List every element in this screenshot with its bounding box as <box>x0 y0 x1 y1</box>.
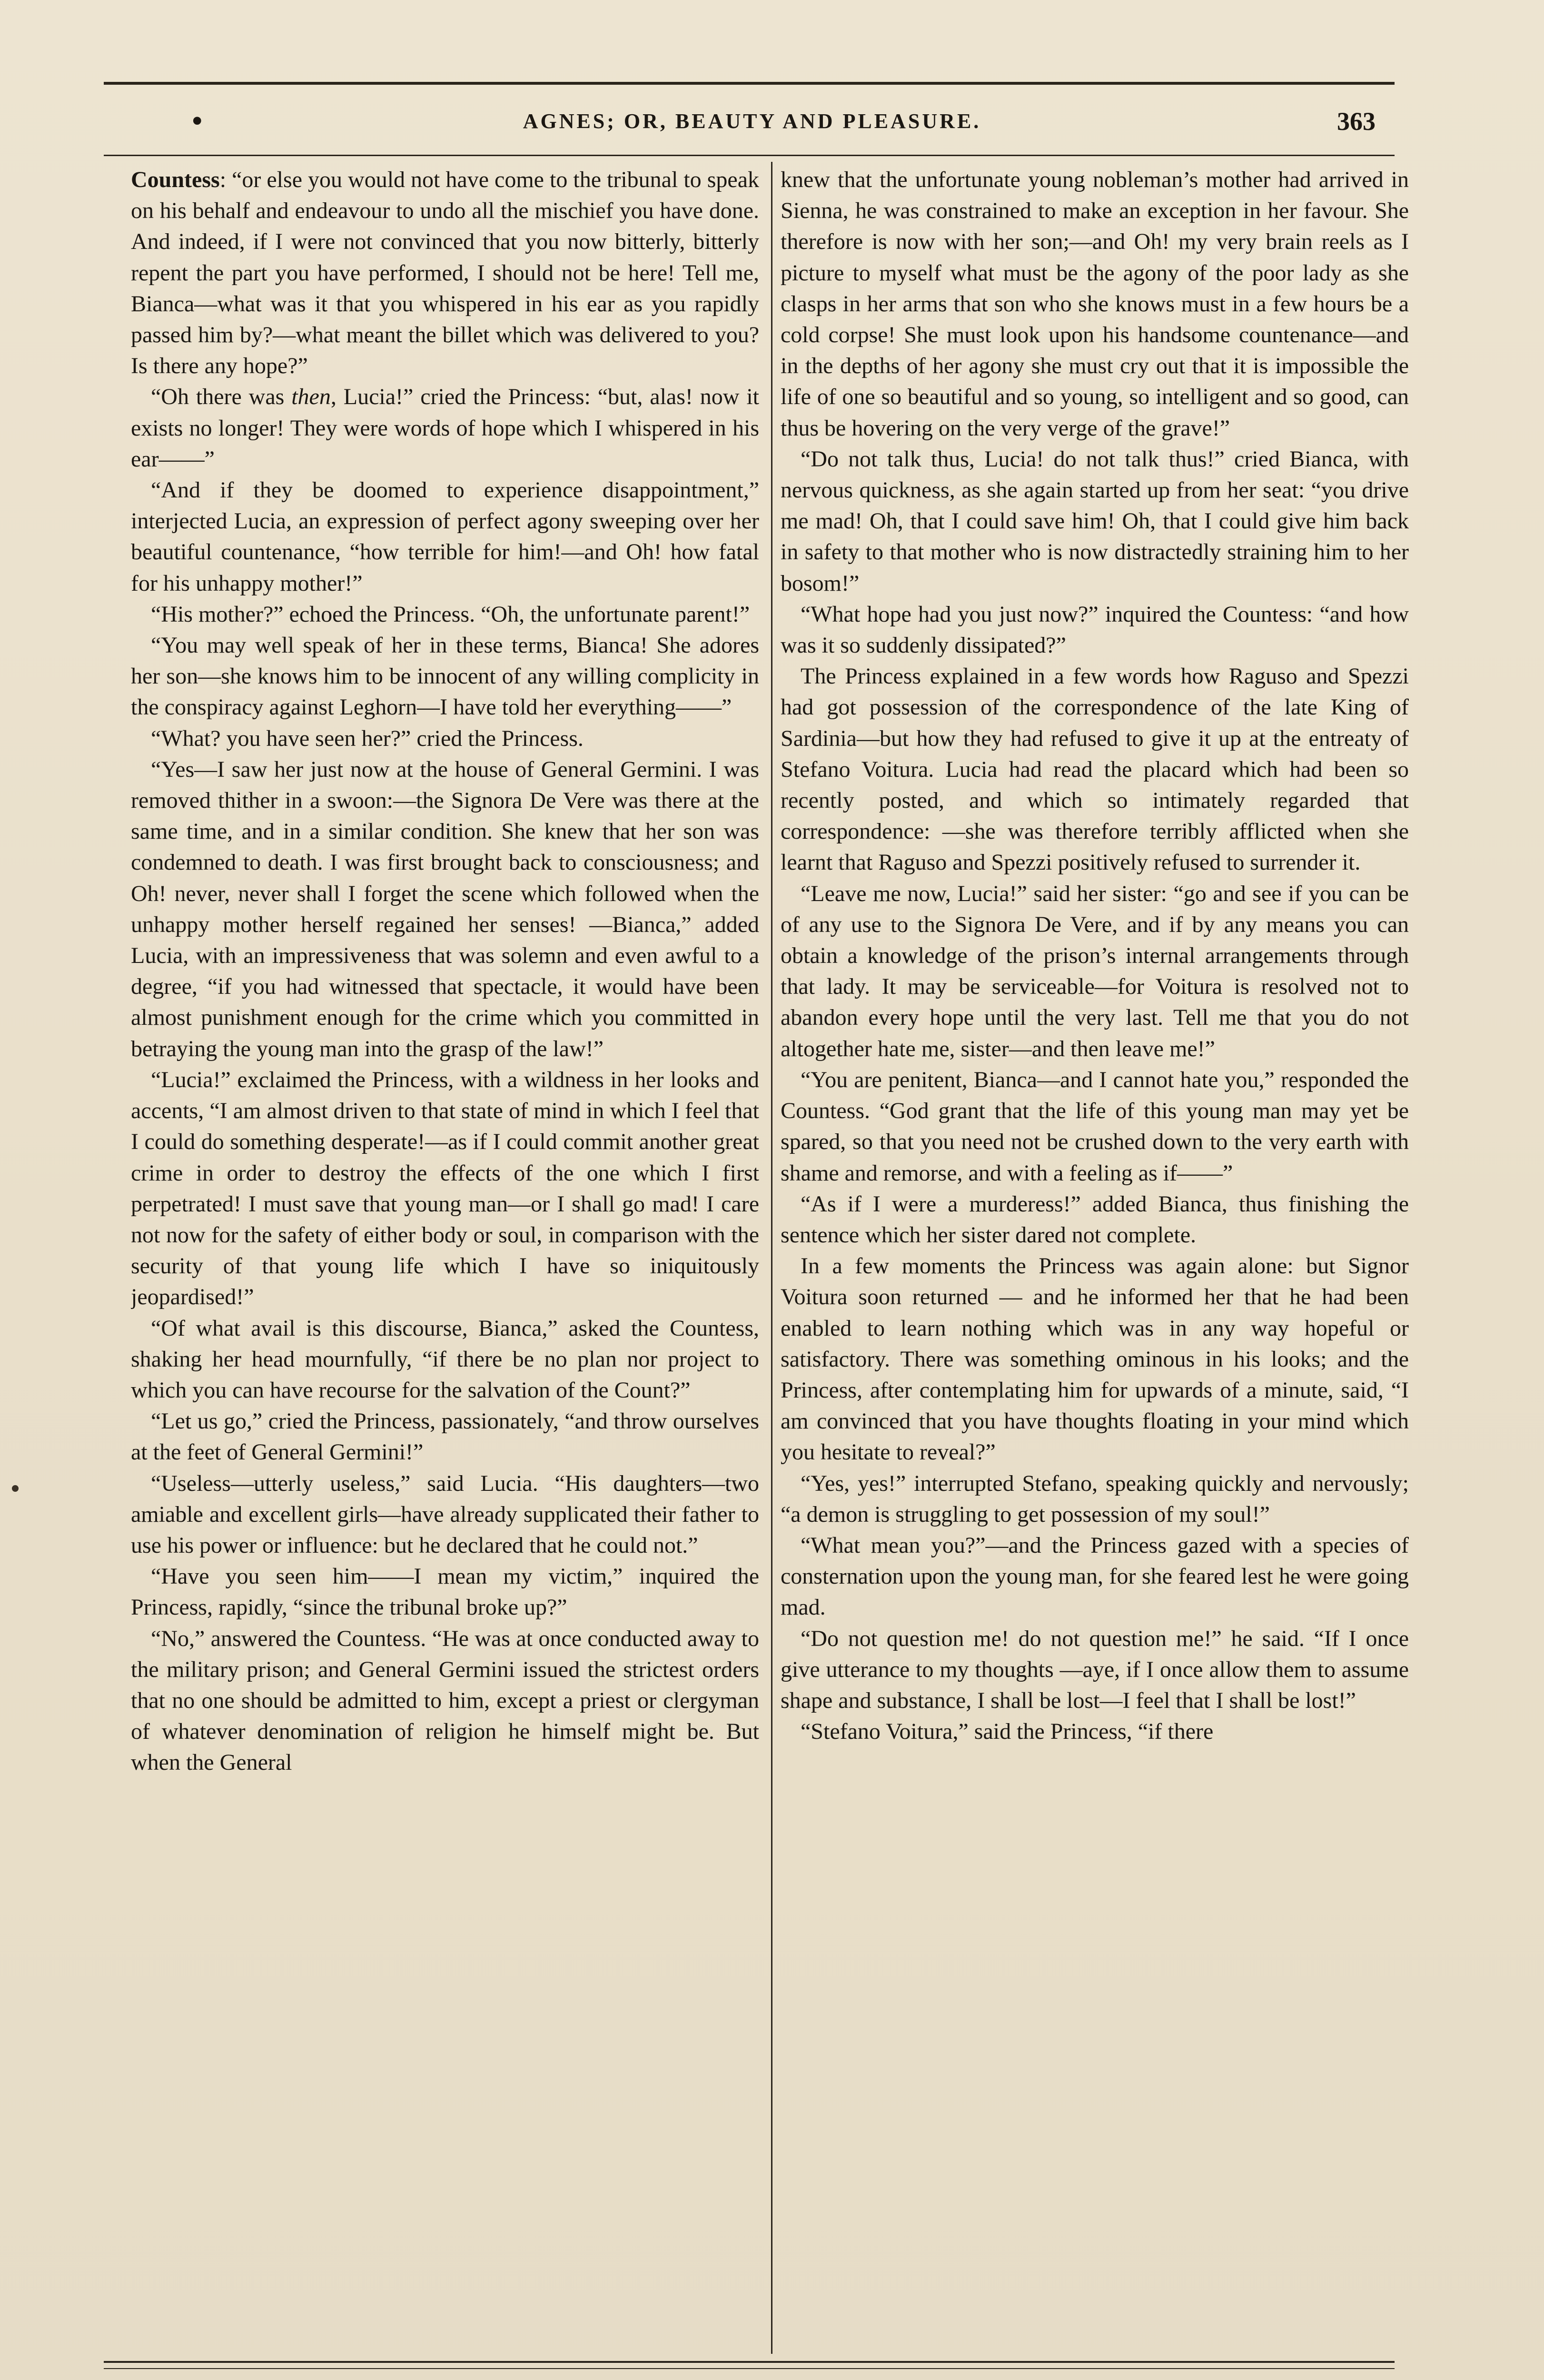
paragraph: “What hope had you just now?” inquired the Countess: “and how was it so suddenly dissipated?” <box>781 601 1409 658</box>
paragraph: In a few moments the Princess was again alone: but Signor Voitura soon returned — and he informed her that he had been enabled to learn nothing which was in any way hopeful or satisfactory. There was something ominous in his looks; and the Princess, after contemplating him for upwards of a minute, said, “I am convinced that you have thoughts floating in your mind which you hesitate to reveal?” <box>781 1253 1409 1465</box>
top-border-rule <box>104 82 1395 85</box>
paragraph: The Princess explained in a few words how Raguso and Spezzi had got possession of the correspondence of the late King of Sardinia—but how they had refused to give it up at the entreaty of Stefano Voitura. Lucia had read the placard which had been so recently posted, and which so intimately regarded that correspondence: —she was therefore terribly afflicted when she learnt that Raguso and Spezzi positively refused to surrender it. <box>781 664 1409 875</box>
paragraph: “Have you seen him——I mean my victim,” inquired the Princess, rapidly, “since the tribunal broke up?” <box>131 1564 759 1620</box>
running-header <box>119 102 1385 140</box>
paragraph: “Do not question me! do not question me!” he said. “If I once give utterance to my thoughts —aye, if I once allow them to assume shape and substance, I shall be lost—I feel that I shall be lost!” <box>781 1626 1409 1713</box>
paragraph: Countess: “or else you would not have come to the tribunal to speak on his behalf and endeavour to undo all the mischief you have done. And indeed, if I were not convinced that you now bitterly, bitterly repent the part you have performed, I should not be here! Tell me, Bianca—what was it that you whispered in his ear as you rapidly passed him by?—what meant the billet which was delivered to you? Is there any hope?” <box>131 167 759 379</box>
paragraph: “Lucia!” exclaimed the Princess, with a wildness in her looks and accents, “I am almost driven to that state of mind in which I feel that I could do something desperate!—as if I could commit another great crime in order to destroy the effects of the one which I first perpetrated! I must save that young man—or I shall go mad! I care not now for the safety of either body or soul, in comparison with the security of that young life which I have so iniquitously jeopardised!” <box>131 1067 759 1310</box>
paragraph: “No,” answered the Countess. “He was at once conducted away to the military prison; and General Germini issued the strictest orders that no one should be admitted to him, except a priest or clergyman of whatever denomination of religion he himself might be. But when the General <box>131 1626 759 1775</box>
bottom-rule-thin <box>104 2368 1395 2369</box>
text-column-right <box>781 164 1409 2354</box>
paragraph: “What? you have seen her?” cried the Princess. <box>151 725 584 751</box>
column-divider <box>771 162 772 2354</box>
paragraph: “Oh there was then, Lucia!” cried the Princess: “but, alas! now it exists no longer! They were words of hope which I whispered in his ear——” <box>131 384 759 472</box>
margin-speck <box>12 1485 19 1492</box>
text-column-left <box>131 164 759 2354</box>
paragraph: “You may well speak of her in these terms, Bianca! She adores her son—she knows him to be innocent of any willing complicity in the conspiracy against Leghorn—I have told her everything——” <box>131 633 759 720</box>
paragraph: “As if I were a murderess!” added Bianca, thus finishing the sentence which her sister dared not complete. <box>781 1191 1409 1248</box>
paragraph: “Yes—I saw her just now at the house of General Germini. I was removed thither in a swoon:—the Signora De Vere was there at the same time, and in a similar condition. She knew that her son was condemned to death. I was first brought back to consciousness; and Oh! never, never shall I forget the scene which followed when the unhappy mother herself regained her senses! —Bianca,” added Lucia, with an impressiveness that was solemn and even awful to a degree, “if you had witnessed that spectacle, it would have been almost punishment enough for the crime which you committed in betraying the young man into the grasp of the law!” <box>131 756 759 1061</box>
header-dot: • <box>191 103 203 139</box>
page-number: 363 <box>1337 107 1376 136</box>
paragraph: “And if they be doomed to experience disappointment,” interjected Lucia, an expression of perfect agony sweeping over her beautiful countenance, “how terrible for him!—and Oh! how fatal for his unhappy mother!” <box>131 477 759 596</box>
bottom-rule <box>104 2361 1395 2363</box>
paragraph: “His mother?” echoed the Princess. “Oh, the unfortunate parent!” <box>151 601 750 627</box>
paragraph: “Do not talk thus, Lucia! do not talk thus!” cried Bianca, with nervous quickness, as she again started up from her seat: “you drive me mad! Oh, that I could save him! Oh, that I could give him back in safety to that mother who is now distractedly straining him to her bosom!” <box>781 446 1409 596</box>
paragraph: “Yes, yes!” interrupted Stefano, speaking quickly and nervously; “a demon is struggling to get possession of my soul!” <box>781 1470 1409 1527</box>
header-rule <box>104 155 1395 156</box>
paragraph: “Of what avail is this discourse, Bianca,” asked the Countess, shaking her head mournfully, “if there be no plan nor project to which you can have recourse for the salvation of the Count?” <box>131 1315 759 1403</box>
paragraph: knew that the unfortunate young nobleman’s mother had arrived in Sienna, he was constrained to make an exception in her favour. She therefore is now with her son;—and Oh! my very brain reels as I picture to myself what must be the agony of the poor lady as she clasps in her arms that son who she knows must in a few hours be a cold corpse! She must look upon his handsome countenance—and in the depths of her agony she must cry out that it is impossible the life of one so beautiful and so young, so intelligent and so good, can thus be hovering on the very verge of the grave!” <box>781 167 1409 441</box>
paragraph: “What mean you?”—and the Princess gazed with a species of consternation upon the young man, for she feared lest he were going mad. <box>781 1532 1409 1620</box>
paragraph: “Useless—utterly useless,” said Lucia. “His daughters—two amiable and excellent girls—have already supplicated their father to use his power or influence: but he declared that he could not.” <box>131 1470 759 1558</box>
paragraph: “Leave me now, Lucia!” said her sister: “go and see if you can be of any use to the Signora De Vere, and if by any means you can obtain a knowledge of the prison’s internal arrangements through that lady. It may be serviceable—for Voitura is resolved not to abandon every hope until the very last. Tell me that you do not altogether hate me, sister—and then leave me!” <box>781 881 1409 1061</box>
paragraph: “Stefano Voitura,” said the Princess, “if there <box>801 1719 1214 1745</box>
paragraph: “Let us go,” cried the Princess, passionately, “and throw ourselves at the feet of General Germini!” <box>131 1408 759 1465</box>
running-title: AGNES; OR, BEAUTY AND PLEASURE. <box>523 109 981 133</box>
paragraph: “You are penitent, Bianca—and I cannot hate you,” responded the Countess. “God grant that the life of this young man may yet be spared, so that you need not be crushed down to the very earth with shame and remorse, and with a feeling as if——” <box>781 1067 1409 1186</box>
